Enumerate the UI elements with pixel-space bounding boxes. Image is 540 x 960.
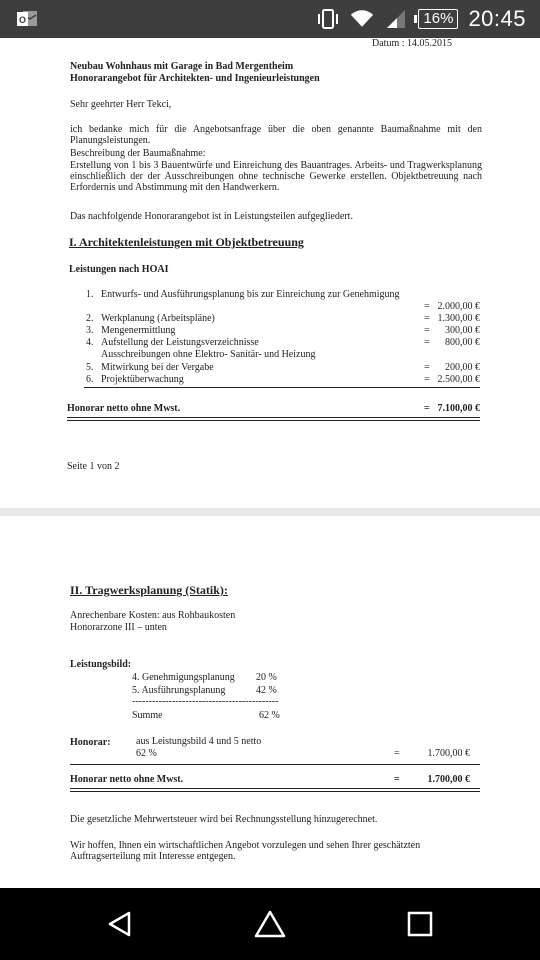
svg-text:O: O: [18, 15, 27, 25]
document-page-2[interactable]: [0, 516, 540, 888]
total-equals: =: [394, 774, 400, 785]
zone-line: Honorarzone III – unten: [70, 622, 167, 633]
signal-icon: [384, 7, 408, 31]
costs-line: Anrechenbare Kosten: aus Rohbaukosten: [70, 610, 236, 621]
lb-item-label: 5. Ausführungsplanung: [132, 685, 226, 696]
hoai-heading: Leistungen nach HOAI: [69, 264, 169, 275]
honorar-line-1: aus Leistungsbild 4 und 5 netto: [136, 736, 262, 747]
recents-button[interactable]: [396, 902, 444, 946]
page-number: Seite 1 von 2: [67, 461, 120, 472]
vat-note: Die gesetzliche Mehrwertsteuer wird bei Rechnungsstellung hinzugerechnet.: [70, 814, 378, 825]
item-label-continued: Ausschreibungen ohne Elektro- Sanitär- und Heizung: [101, 349, 316, 360]
total-label: Honorar netto ohne Mwst.: [67, 403, 181, 414]
leistungsbild-label: Leistungsbild:: [70, 659, 132, 670]
wifi-icon: [350, 7, 374, 31]
item-number: 6.: [86, 374, 94, 385]
item-amount: 200,00 €: [445, 362, 480, 373]
status-bar: [0, 0, 540, 38]
item-amount: 2.500,00 €: [437, 374, 480, 385]
recents-icon: [406, 910, 434, 938]
back-icon: [105, 909, 135, 939]
item-equals: =: [424, 374, 430, 385]
vibrate-icon: [316, 7, 340, 31]
divider: [84, 387, 480, 388]
item-amount: 1.300,00 €: [437, 313, 480, 324]
total-rule-double: [67, 420, 480, 421]
item-label: Werkplanung (Arbeitspläne): [101, 313, 215, 324]
total-rule: [67, 417, 480, 418]
total-rule: [70, 788, 480, 789]
navigation-bar: [0, 888, 540, 960]
project-title: Neubau Wohnhaus mit Garage in Bad Mergentheim: [70, 61, 294, 72]
total-amount: 7.100,00 €: [437, 403, 480, 414]
back-button[interactable]: [96, 902, 144, 946]
item-equals: =: [424, 313, 430, 324]
total-label: Honorar netto ohne Mwst.: [70, 774, 184, 785]
lb-item-percent: 42 %: [256, 685, 277, 696]
honorar-amount: 1.700,00 €: [427, 748, 470, 759]
outlook-icon[interactable]: [16, 9, 38, 29]
honorar-equals: =: [394, 748, 400, 759]
sum-percent: 62 %: [259, 710, 280, 721]
battery-indicator: [418, 8, 458, 30]
item-amount: 2.000,00 €: [437, 301, 480, 312]
honorar-line-2: 62 %: [136, 748, 157, 759]
item-label: Mengenermittlung: [101, 325, 176, 336]
item-number: 3.: [86, 325, 94, 336]
total-equals: =: [424, 403, 430, 414]
item-label: Projektüberwachung: [101, 374, 184, 385]
lb-item-label: 4. Genehmigungsplanung: [132, 672, 235, 683]
salutation: Sehr geehrter Herr Tekci,: [70, 99, 172, 110]
section-2-title: II. Tragwerksplanung (Statik):: [70, 583, 228, 597]
sum-label: Summe: [132, 710, 163, 721]
total-amount: 1.700,00 €: [427, 774, 470, 785]
following-line: Das nachfolgende Honorarangebot ist in Leistungsteilen aufgegliedert.: [70, 211, 353, 222]
lb-item-percent: 20 %: [256, 672, 277, 683]
date-line: Datum : 14.05.2015: [372, 38, 452, 49]
total-rule-double: [70, 791, 480, 792]
item-amount: 800,00 €: [445, 337, 480, 348]
honorar-label: Honorar:: [70, 737, 111, 748]
description-paragraph: Erstellung von 1 bis 3 Bauentwürfe und Einreichung des Bauantrages. Arbeits- und Tragwerksplanung einschließlich der der Ausschreibungen ohne technische Gewerke erstellen. Objektbetreuung nach Erfordernis und Abstimmung mit den Handwerkern.: [70, 160, 482, 193]
description-heading: Beschreibung der Baumaßnahme:: [70, 148, 206, 159]
item-number: 5.: [86, 362, 94, 373]
item-label: Aufstellung der Leistungsverzeichnisse: [101, 337, 259, 348]
offer-title: Honorarangebot für Architekten- und Ingenieurleistungen: [70, 73, 320, 84]
clock: 20:45: [468, 6, 526, 31]
item-number: 1.: [86, 289, 94, 300]
divider: [70, 764, 480, 765]
intro-paragraph: ich bedanke mich für die Angebotsanfrage über die oben genannte Baumaßnahme mit den Planungsleistungen.: [70, 124, 482, 146]
battery-percent: 16%: [418, 9, 458, 29]
home-icon: [254, 909, 286, 939]
document-page-1[interactable]: [0, 38, 540, 508]
home-button[interactable]: [246, 902, 294, 946]
item-equals: =: [424, 337, 430, 348]
item-label: Entwurfs- und Ausführungsplanung bis zur Einreichung zur Genehmigung: [101, 289, 400, 300]
item-number: 4.: [86, 337, 94, 348]
page-separator: [0, 508, 540, 516]
item-label: Mitwirkung bei der Vergabe: [101, 362, 214, 373]
item-number: 2.: [86, 313, 94, 324]
closing-paragraph: Wir hoffen, Ihnen ein wirtschaftlichen Angebot vorzulegen und sehen Ihrer geschätzten Auftragserteilung mit Interesse entgegen.: [70, 840, 421, 862]
item-amount: 300,00 €: [445, 325, 480, 336]
dash-line: --------------------------------------------: [132, 696, 279, 707]
item-equals: =: [424, 301, 430, 312]
item-equals: =: [424, 362, 430, 373]
section-1-title: I. Architektenleistungen mit Objektbetreuung: [69, 235, 304, 249]
item-equals: =: [424, 325, 430, 336]
